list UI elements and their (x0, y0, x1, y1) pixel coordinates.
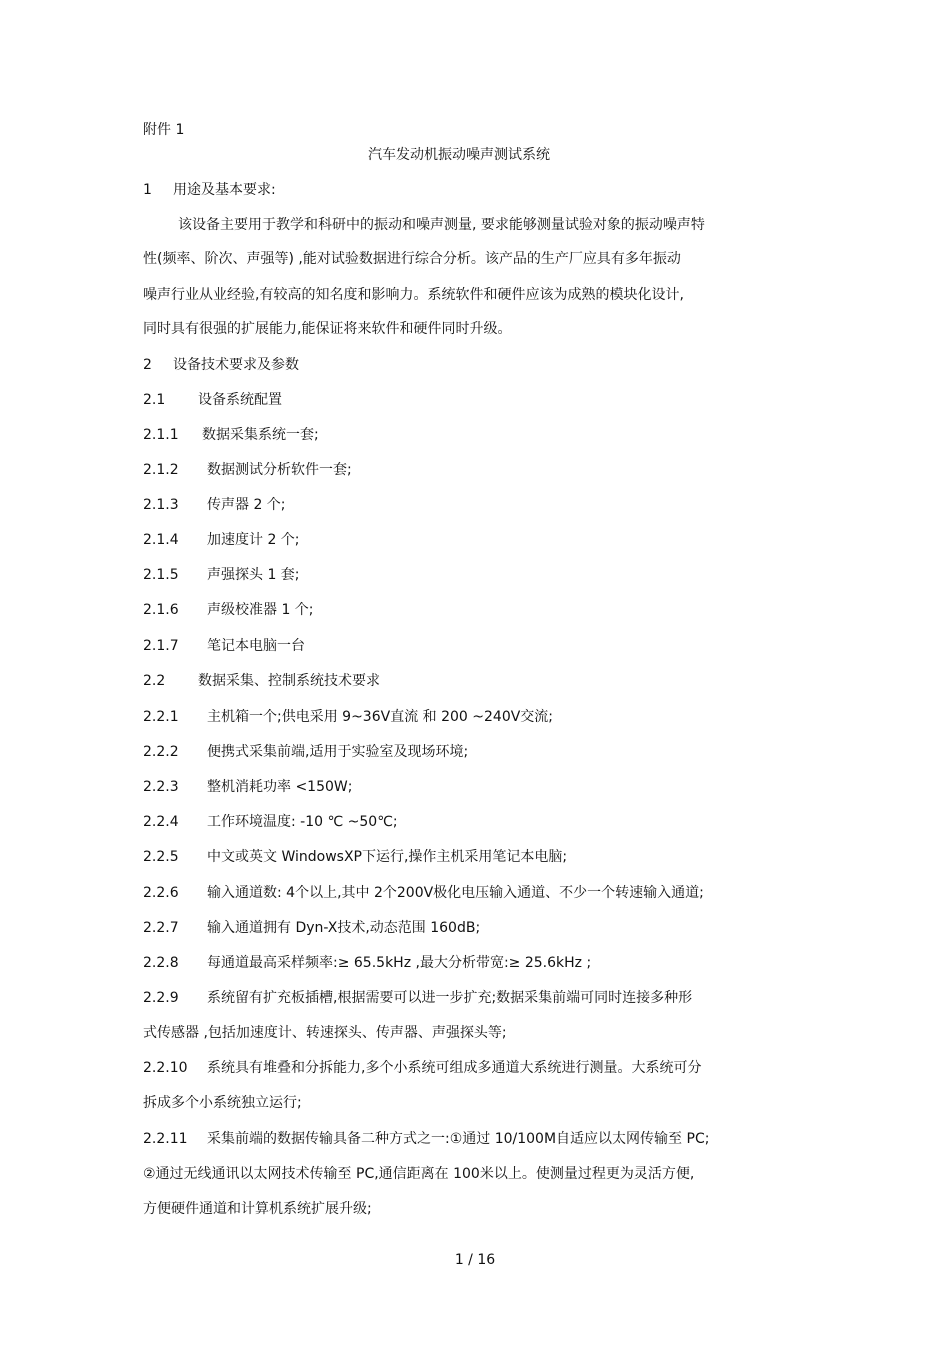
paragraph-line: 噪声行业从业经验,有较高的知名度和影响力。系统软件和硬件应该为成熟的模块化设计, (143, 287, 684, 303)
section-text: 每通道最高采样频率:≥ 65.5kHz ,最大分析带宽:≥ 25.6kHz ; (207, 955, 592, 971)
section-text: 工作环境温度: -10 ℃ ~50℃; (207, 814, 398, 830)
section-text: 设备系统配置 (198, 392, 282, 408)
section-text: 整机消耗功率 <150W; (207, 779, 353, 795)
section-text: 数据测试分析软件一套; (207, 462, 352, 478)
section-line (143, 743, 468, 761)
section-text: 输入通道拥有 Dyn-X技术,动态范围 160dB; (207, 920, 481, 936)
paragraph-line: 式传感器 ,包括加速度计、转速探头、传声器、声强探头等; (143, 1025, 507, 1041)
section-text: 便携式采集前端,适用于实验室及现场环境; (207, 744, 469, 760)
section-line (143, 426, 319, 444)
section-line (143, 884, 704, 902)
section-line (143, 708, 553, 726)
section-line (143, 672, 380, 690)
paragraph-line: 性(频率、阶次、声强等) ,能对试验数据进行综合分析。该产品的生产厂应具有多年振动 (143, 251, 681, 267)
section-number: 2.1 (143, 392, 166, 408)
section-number: 2.2.5 (143, 849, 179, 865)
section-line (143, 496, 286, 514)
section-text: 设备技术要求及参数 (173, 357, 299, 373)
section-line (143, 813, 398, 831)
section-line (143, 181, 276, 199)
section-number: 2.1.6 (143, 602, 179, 618)
section-line (143, 778, 352, 796)
paragraph-line: 拆成多个小系统独立运行; (143, 1095, 302, 1111)
section-text: 数据采集、控制系统技术要求 (198, 673, 380, 689)
paragraph-line: 该设备主要用于教学和科研中的振动和噪声测量, 要求能够测量试验对象的振动噪声特 (178, 217, 705, 233)
section-text: 笔记本电脑一台 (207, 638, 305, 654)
section-line (143, 601, 314, 619)
section-number: 2.2.10 (143, 1060, 188, 1076)
section-number: 2.2 (143, 673, 166, 689)
section-line (143, 1059, 701, 1077)
section-number: 2.2.11 (143, 1131, 188, 1147)
section-line (143, 637, 305, 655)
section-number: 2.1.2 (143, 462, 179, 478)
paragraph-line: 方便硬件通道和计算机系统扩展升级; (143, 1201, 372, 1217)
section-text: 数据采集系统一套; (202, 427, 319, 443)
paragraph-line: ②通过无线通讯以太网技术传输至 PC,通信距离在 100米以上。使测量过程更为灵活方便, (143, 1166, 695, 1182)
section-line (143, 461, 352, 479)
section-line (143, 1130, 709, 1148)
section-line (143, 919, 480, 937)
section-number: 2.2.3 (143, 779, 179, 795)
section-line (143, 989, 692, 1007)
section-line (143, 954, 591, 972)
section-text: 声级校准器 1 个; (207, 602, 314, 618)
section-number: 2.2.2 (143, 744, 179, 760)
section-text: 系统具有堆叠和分拆能力,多个小系统可组成多通道大系统进行测量。大系统可分 (207, 1060, 702, 1076)
section-text: 采集前端的数据传输具备二种方式之一:①通过 10/100M自适应以太网传输至 PC; (207, 1131, 710, 1147)
page-number: 1 / 16 (454, 1252, 496, 1268)
section-line (143, 566, 300, 584)
paragraph-line: 同时具有很强的扩展能力,能保证将来软件和硬件同时升级。 (143, 321, 512, 337)
section-line (143, 391, 282, 409)
section-number: 2.1.5 (143, 567, 179, 583)
document-title: 汽车发动机振动噪声测试系统 (368, 147, 550, 163)
section-text: 主机箱一个;供电采用 9~36V直流 和 200 ~240V交流; (207, 709, 554, 725)
section-number: 1 (143, 182, 152, 198)
section-number: 2.2.8 (143, 955, 179, 971)
section-number: 2.2.7 (143, 920, 179, 936)
section-line (143, 531, 300, 549)
section-text: 用途及基本要求: (173, 182, 276, 198)
section-text: 中文或英文 WindowsXP下运行,操作主机采用笔记本电脑; (207, 849, 568, 865)
section-number: 2.1.3 (143, 497, 179, 513)
section-text: 加速度计 2 个; (207, 532, 300, 548)
section-number: 2.2.9 (143, 990, 179, 1006)
section-number: 2.1.4 (143, 532, 179, 548)
section-text: 传声器 2 个; (207, 497, 286, 513)
section-number: 2.2.4 (143, 814, 179, 830)
section-number: 2.1.7 (143, 638, 179, 654)
section-text: 声强探头 1 套; (207, 567, 300, 583)
section-number: 2.1.1 (143, 427, 179, 443)
section-line (143, 356, 299, 374)
section-line (143, 848, 567, 866)
section-number: 2 (143, 357, 152, 373)
section-text: 系统留有扩充板插槽,根据需要可以进一步扩充;数据采集前端可同时连接多种形 (207, 990, 693, 1006)
section-number: 2.2.1 (143, 709, 179, 725)
section-number: 2.2.6 (143, 885, 179, 901)
attachment-label: 附件 1 (143, 122, 185, 138)
section-text: 输入通道数: 4个以上,其中 2个200V极化电压输入通道、不少一个转速输入通道; (207, 885, 704, 901)
